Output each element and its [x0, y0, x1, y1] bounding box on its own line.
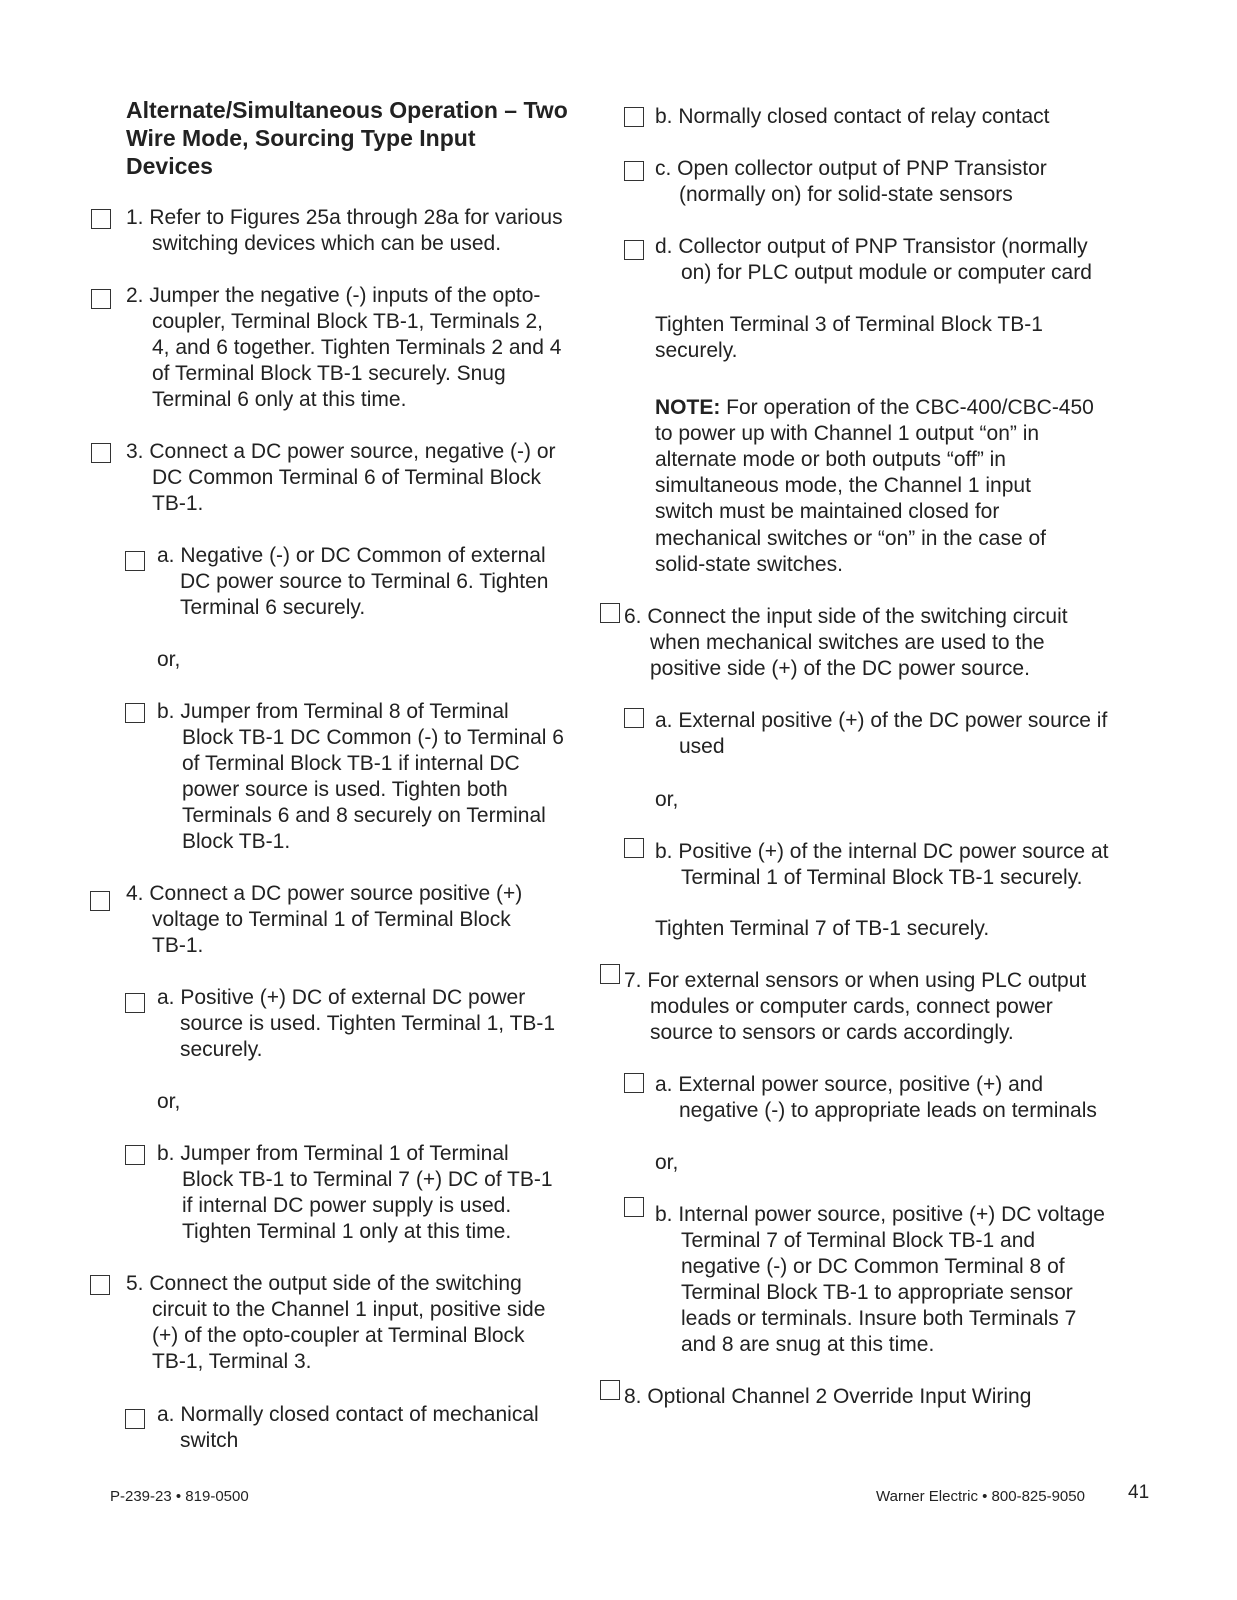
step-7-text: 7. For external sensors or when using PLC output	[624, 969, 1087, 992]
step-2-text: 4, and 6 together. Tighten Terminals 2 and 4	[152, 336, 562, 359]
step-1-text: 1. Refer to Figures 25a through 28a for various	[126, 206, 563, 229]
step-5-text: circuit to the Channel 1 input, positive side	[152, 1298, 546, 1321]
step-7-checkbox[interactable]	[600, 964, 620, 984]
note-text: alternate mode or both outputs “off” in	[655, 448, 1006, 471]
step-2-text: coupler, Terminal Block TB-1, Terminals 2,	[152, 310, 544, 333]
tighten-terminal-3-text: securely.	[655, 339, 738, 362]
or-text: or,	[655, 788, 679, 811]
tighten-terminal-3-text: Tighten Terminal 3 of Terminal Block TB-1	[655, 313, 1043, 336]
note-label: NOTE:	[655, 396, 721, 419]
step-3b-checkbox[interactable]	[125, 703, 145, 723]
step-7b-text: negative (-) or DC Common Terminal 8 of	[681, 1255, 1065, 1278]
step-6a-checkbox[interactable]	[624, 708, 644, 728]
step-5a-checkbox[interactable]	[125, 1409, 145, 1429]
step-5-text: TB-1, Terminal 3.	[152, 1350, 312, 1373]
step-5d-text: d. Collector output of PNP Transistor (normally	[655, 235, 1088, 258]
or-text: or,	[655, 1151, 679, 1174]
step-3b-text: Block TB-1 DC Common (-) to Terminal 6	[182, 726, 564, 749]
step-5c-text: c. Open collector output of PNP Transistor	[655, 157, 1047, 180]
step-7-text: source to sensors or cards accordingly.	[650, 1021, 1014, 1044]
step-5a-text: switch	[180, 1429, 239, 1452]
step-7a-text: a. External power source, positive (+) and	[655, 1073, 1044, 1096]
step-6-text: when mechanical switches are used to the	[650, 631, 1045, 654]
page-number: 41	[1128, 1482, 1150, 1503]
step-4-text: TB-1.	[152, 934, 204, 957]
step-1-checkbox[interactable]	[91, 209, 111, 229]
or-text: or,	[157, 1090, 181, 1113]
section-heading-line-2: Wire Mode, Sourcing Type Input	[126, 125, 476, 151]
step-4-checkbox[interactable]	[90, 891, 110, 911]
step-4b-checkbox[interactable]	[125, 1145, 145, 1165]
step-5d-checkbox[interactable]	[624, 240, 644, 260]
step-4a-text: a. Positive (+) DC of external DC power	[157, 986, 526, 1009]
step-7b-text: and 8 are snug at this time.	[681, 1333, 935, 1356]
step-4b-text: Block TB-1 to Terminal 7 (+) DC of TB-1	[182, 1168, 553, 1191]
step-2-text: 2. Jumper the negative (-) inputs of the opto-	[126, 284, 541, 307]
note-line-1	[655, 395, 1094, 421]
step-7a-checkbox[interactable]	[624, 1073, 644, 1093]
step-4-text: 4. Connect a DC power source positive (+)	[126, 882, 523, 905]
step-6-checkbox[interactable]	[600, 603, 620, 623]
step-3a-checkbox[interactable]	[125, 551, 145, 571]
section-heading-line-3: Devices	[126, 153, 213, 179]
step-2-text: Terminal 6 only at this time.	[152, 388, 407, 411]
step-8-checkbox[interactable]	[600, 1380, 620, 1400]
step-6a-text: a. External positive (+) of the DC power source if	[655, 709, 1108, 732]
step-4b-text: b. Jumper from Terminal 1 of Terminal	[157, 1142, 509, 1165]
note-text: to power up with Channel 1 output “on” in	[655, 422, 1040, 445]
step-5c-checkbox[interactable]	[624, 161, 644, 181]
note-text: For operation of the CBC-400/CBC-450	[720, 396, 1094, 419]
step-3b-text: power source is used. Tighten both	[182, 778, 508, 801]
step-5d-text: on) for PLC output module or computer card	[681, 261, 1092, 284]
step-5-text: 5. Connect the output side of the switching	[126, 1272, 522, 1295]
step-7b-checkbox[interactable]	[624, 1197, 644, 1217]
step-6b-checkbox[interactable]	[624, 838, 644, 858]
step-3a-text: Terminal 6 securely.	[180, 596, 366, 619]
step-7b-text: Terminal 7 of Terminal Block TB-1 and	[681, 1229, 1036, 1252]
step-6a-text: used	[679, 735, 725, 758]
note-text: mechanical switches or “on” in the case of	[655, 527, 1047, 550]
step-3a-text: a. Negative (-) or DC Common of external	[157, 544, 546, 567]
footer-document-number: P-239-23 • 819-0500	[110, 1488, 249, 1505]
step-2-checkbox[interactable]	[91, 289, 111, 309]
note-text: solid-state switches.	[655, 553, 843, 576]
step-1-text: switching devices which can be used.	[152, 232, 502, 255]
section-heading-line-1: Alternate/Simultaneous Operation – Two	[126, 97, 568, 123]
step-7b-text: leads or terminals. Insure both Terminals 7	[681, 1307, 1077, 1330]
step-5-checkbox[interactable]	[90, 1275, 110, 1295]
step-4a-text: securely.	[180, 1038, 263, 1061]
step-6b-text: Terminal 1 of Terminal Block TB-1 securely.	[681, 866, 1083, 889]
step-8-text: 8. Optional Channel 2 Override Input Wiring	[624, 1385, 1032, 1408]
step-3b-text: b. Jumper from Terminal 8 of Terminal	[157, 700, 509, 723]
step-3-text: 3. Connect a DC power source, negative (-) or	[126, 440, 556, 463]
step-7-text: modules or computer cards, connect power	[650, 995, 1053, 1018]
step-4b-text: Tighten Terminal 1 only at this time.	[182, 1220, 512, 1243]
step-7b-text: b. Internal power source, positive (+) DC voltage	[655, 1203, 1105, 1226]
tighten-terminal-7-text: Tighten Terminal 7 of TB-1 securely.	[655, 917, 990, 940]
step-3-checkbox[interactable]	[91, 443, 111, 463]
step-4a-text: source is used. Tighten Terminal 1, TB-1	[180, 1012, 556, 1035]
step-3b-text: Terminals 6 and 8 securely on Terminal	[182, 804, 546, 827]
or-text: or,	[157, 648, 181, 671]
step-3b-text: Block TB-1.	[182, 830, 291, 853]
step-4a-checkbox[interactable]	[125, 993, 145, 1013]
step-5b-text: b. Normally closed contact of relay contact	[655, 105, 1050, 128]
step-3b-text: of Terminal Block TB-1 if internal DC	[182, 752, 520, 775]
step-5b-checkbox[interactable]	[624, 107, 644, 127]
step-6b-text: b. Positive (+) of the internal DC power source at	[655, 840, 1109, 863]
step-7a-text: negative (-) to appropriate leads on terminals	[679, 1099, 1097, 1122]
step-3a-text: DC power source to Terminal 6. Tighten	[180, 570, 549, 593]
step-6-text: positive side (+) of the DC power source.	[650, 657, 1030, 680]
step-5c-text: (normally on) for solid-state sensors	[679, 183, 1013, 206]
step-4-text: voltage to Terminal 1 of Terminal Block	[152, 908, 511, 931]
footer-company-phone: Warner Electric • 800-825-9050	[876, 1488, 1085, 1505]
note-text: simultaneous mode, the Channel 1 input	[655, 474, 1031, 497]
step-7b-text: Terminal Block TB-1 to appropriate sensor	[681, 1281, 1073, 1304]
step-5-text: (+) of the opto-coupler at Terminal Block	[152, 1324, 525, 1347]
step-4b-text: if internal DC power supply is used.	[182, 1194, 512, 1217]
step-5a-text: a. Normally closed contact of mechanical	[157, 1403, 539, 1426]
step-6-text: 6. Connect the input side of the switching circuit	[624, 605, 1068, 628]
step-3-text: DC Common Terminal 6 of Terminal Block	[152, 466, 542, 489]
step-3-text: TB-1.	[152, 492, 204, 515]
step-2-text: of Terminal Block TB-1 securely. Snug	[152, 362, 506, 385]
note-text: switch must be maintained closed for	[655, 500, 1000, 523]
